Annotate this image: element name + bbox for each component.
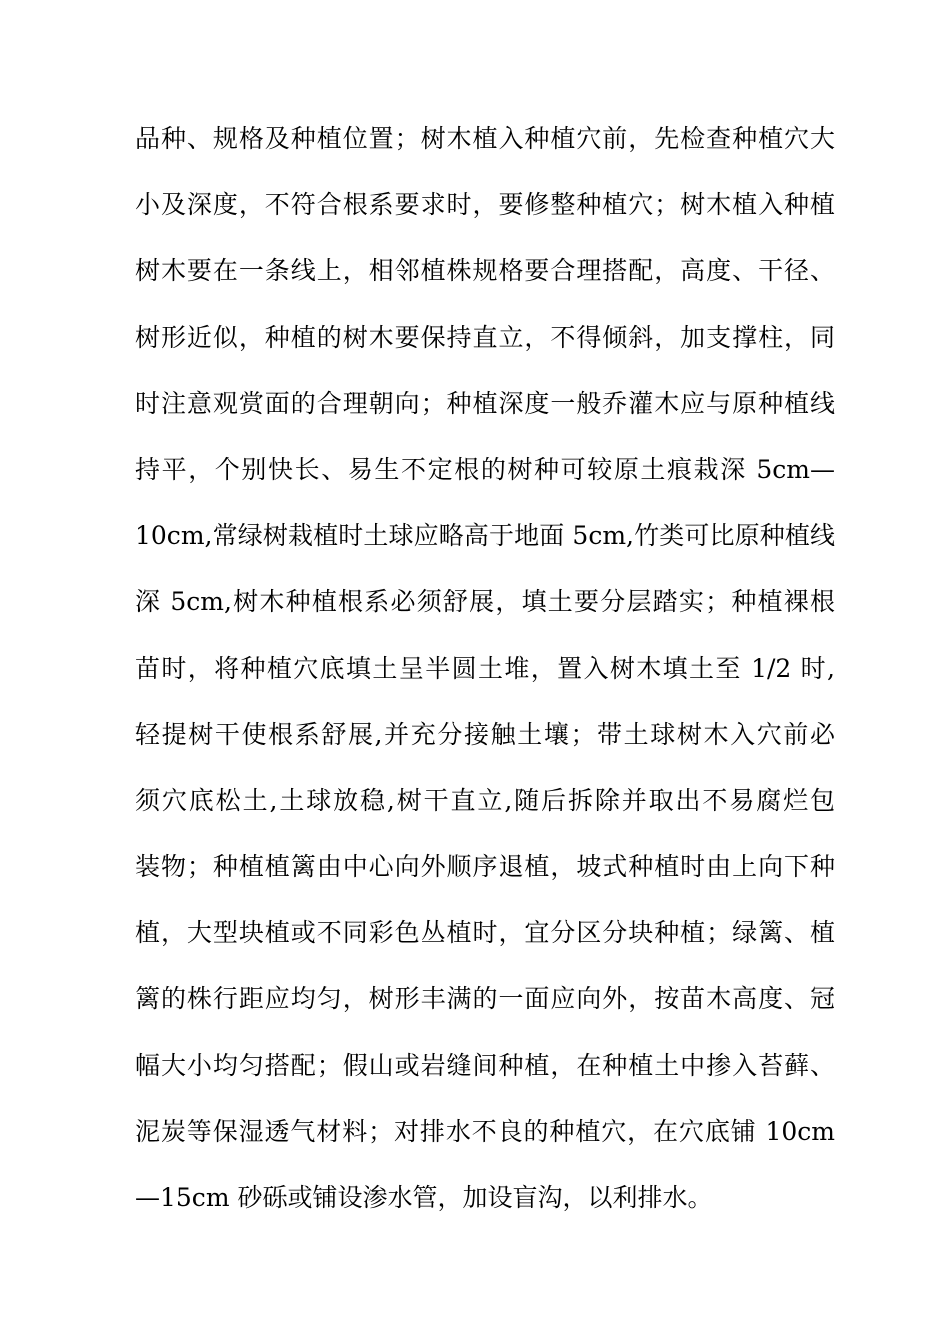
text-line-16: 泥炭等保湿透气材料；对排水不良的种植穴，在穴底铺 10cm <box>135 1116 835 1146</box>
document-body <box>135 117 835 1242</box>
text-line-4: 树形近似，种植的树木要保持直立，不得倾斜，加支撑柱，同 <box>135 322 835 352</box>
text-line-12: 装物；种植植篱由中心向外顺序退植，坡式种植时由上向下种 <box>135 852 835 882</box>
text-line-7: 10cm,常绿树栽植时土球应略高于地面 5cm,竹类可比原种植线 <box>135 521 835 551</box>
text-line-15: 幅大小均匀搭配；假山或岩缝间种植，在种植土中掺入苔藓、 <box>135 1050 835 1080</box>
text-line-3: 树木要在一条线上，相邻植株规格要合理搭配，高度、干径、 <box>135 256 835 286</box>
text-line-6: 持平，个别快长、易生不定根的树种可较原土痕栽深 5cm— <box>135 454 835 484</box>
text-line-14: 篱的株行距应均匀，树形丰满的一面应向外，按苗木高度、冠 <box>135 984 835 1014</box>
text-line-1: 品种、规格及种植位置；树木植入种植穴前，先检查种植穴大 <box>135 124 835 153</box>
text-line-17: —15cm 砂砾或铺设渗水管，加设盲沟，以利排水。 <box>135 1183 713 1212</box>
text-line-11: 须穴底松土,土球放稳,树干直立,随后拆除并取出不易腐烂包 <box>135 785 835 815</box>
text-line-8: 深 5cm,树木种植根系必须舒展，填土要分层踏实；种植裸根 <box>135 587 835 617</box>
text-line-13: 植，大型块植或不同彩色丛植时，宜分区分块种植；绿篱、植 <box>135 918 835 948</box>
text-line-2: 小及深度，不符合根系要求时，要修整种植穴；树木植入种植 <box>135 190 835 220</box>
text-line-10: 轻提树干使根系舒展,并充分接触土壤；带土球树木入穴前必 <box>135 719 835 749</box>
text-line-5: 时注意观赏面的合理朝向；种植深度一般乔灌木应与原种植线 <box>135 388 835 418</box>
text-line-9: 苗时，将种植穴底填土呈半圆土堆，置入树木填土至 1/2 时, <box>135 653 835 683</box>
